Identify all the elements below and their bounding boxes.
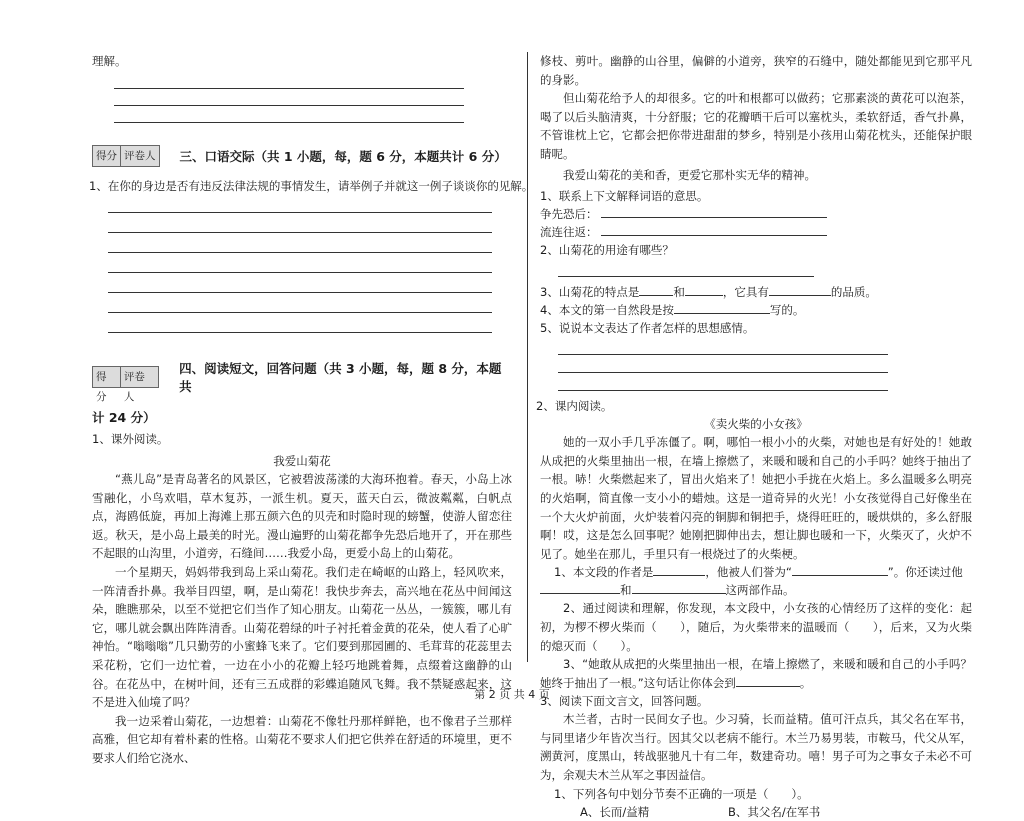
question-4 bbox=[540, 301, 972, 319]
section-3-heading: 三、口语交际（共 1 小题，每，题 6 分，本题共计 6 分） bbox=[179, 149, 507, 164]
answer-line[interactable] bbox=[114, 109, 464, 123]
answer-lines-q5 bbox=[558, 341, 888, 391]
term-label: 争先恐后： bbox=[540, 207, 598, 222]
reading-label: 1、课外阅读。 bbox=[92, 432, 169, 446]
answer-line[interactable] bbox=[108, 219, 492, 233]
question-text: 和 bbox=[673, 285, 685, 300]
option-b[interactable]: B、其父名/在军书 bbox=[728, 804, 821, 819]
paragraph-3: 我一边采着山菊花，一边想着：山菊花不像牡丹那样鲜艳，也不像君子兰那样高雅，但它却有着朴素的性格。山菊花不要求人们把它供养在舒适的环境里，更不要求人们给它浇水、 bbox=[92, 713, 512, 765]
answer-line[interactable] bbox=[114, 75, 464, 89]
answer-line[interactable] bbox=[558, 341, 888, 355]
question-7: 2、通过阅读和理解，你发现，本文段中，小女孩的心情经历了这样的变化：起初，为椤不椤火柴而（ ），随后，为火柴带来的温暖而（ ），后来，又为火柴的熄灭而（ ）。 bbox=[540, 601, 972, 653]
question-1b bbox=[540, 223, 972, 241]
story-title: 我爱山菊花 bbox=[273, 454, 331, 468]
answer-blank[interactable] bbox=[736, 674, 800, 687]
page-number: 第 2 页 共 4 页 bbox=[474, 688, 550, 701]
reading-2-label: 2、课内阅读。 bbox=[536, 399, 613, 414]
column-divider bbox=[527, 52, 528, 662]
paragraph-7: 木兰者，古时一民间女子也。少习骑，长而益精。值可汗点兵，其父名在军书，与同里诸少年皆次当行。因其父以老病不能行。木兰乃易男装，市鞍马，代父从军，溯黄河，度黑山，转战驱驰凡十有二年，数建奇功。嘻！男子可为之事女子未必不可为，余观夫木兰从军之事因益信。 bbox=[540, 712, 972, 783]
answer-line[interactable] bbox=[558, 359, 888, 373]
term-label: 流连往返： bbox=[540, 225, 598, 240]
question-1a bbox=[540, 205, 972, 223]
section-4-heading-cont: 计 24 分） bbox=[92, 410, 156, 425]
answer-lines-oral bbox=[108, 199, 492, 333]
paragraph-4: 但山菊花给予人的却很多。它的叶和根都可以做药；它那素淡的黄花可以泡茶，喝了以后头脑清爽，十分舒服；它的花瓣晒干后可以塞枕头，柔软舒适，香气扑鼻，不管谁枕上它，它都会把你带进甜甜的梦乡，特别是小孩用山菊花枕头，还能保护眼睛呢。 bbox=[540, 91, 972, 161]
reading-3-label: 3、阅读下面文言文，回答问题。 bbox=[540, 694, 709, 709]
answer-line[interactable] bbox=[108, 299, 492, 313]
paragraph-5: 我爱山菊花的美和香，更爱它那朴实无华的精神。 bbox=[563, 167, 816, 182]
question-text: ，他被人们誉为“ bbox=[705, 565, 792, 580]
question-text: 写的。 bbox=[769, 303, 805, 318]
left-column bbox=[89, 52, 534, 768]
question-text: 。 bbox=[799, 675, 812, 690]
section-4-heading: 四、阅读短文，回答问题（共 3 小题，每，题 8 分，本题共 bbox=[179, 361, 502, 394]
grader-label: 评卷人 bbox=[121, 146, 159, 166]
score-label: 得分 bbox=[93, 367, 121, 387]
answer-blank[interactable] bbox=[792, 563, 888, 576]
question-text: 3、“她敢从成把的火柴里抽出一根，在墙上擦燃了，来暖和暖和自己的小手吗？她终于抽出了一根。”这句话让你体会到 bbox=[540, 657, 972, 690]
grader-label: 评卷人 bbox=[121, 367, 158, 387]
continued-text: 理解。 bbox=[92, 54, 127, 68]
score-box bbox=[92, 366, 159, 403]
question-text: ”。你还读过他 bbox=[887, 565, 963, 580]
answer-blank[interactable] bbox=[632, 581, 726, 594]
answer-blank[interactable] bbox=[653, 563, 705, 576]
answer-blank[interactable] bbox=[601, 223, 827, 236]
answer-blank[interactable] bbox=[685, 283, 723, 296]
answer-line[interactable] bbox=[108, 199, 492, 213]
question-6-cont bbox=[540, 581, 972, 599]
paragraph-6: 她的一双小手几乎冻僵了。啊，哪怕一根小小的火柴，对她也是有好处的！她敢从成把的火柴里抽出一根，在墙上擦燃了，来暖和暖和自己的小手吗？她终于抽出了一根。哧！火柴燃起来了，冒出火焰来了！她把小手拢在火焰上。多么温暖多么明亮的火焰啊，简直像一支小小的蜡烛。这是一道奇异的火光！小女孩觉得自己好像坐在一个大火炉前面，火炉装着闪亮的铜脚和铜把手，烧得旺旺的，暖烘烘的，多么舒服啊！哎，这是怎么回事呢？她刚把脚伸出去，想让脚也暖和一下，火柴灭了，火炉不见了。她坐在那儿，手里只有一根烧过了的火柴梗。 bbox=[540, 435, 972, 561]
answer-lines-q2 bbox=[558, 263, 814, 277]
answer-line[interactable] bbox=[108, 319, 492, 333]
section-3-header bbox=[92, 145, 512, 167]
paragraph-2: 一个星期天，妈妈带我到岛上采山菊花。我们走在崎岖的山路上，轻风吹来，一阵清香扑鼻。我举目四望，啊，是山菊花！我快步奔去，高兴地在花丛中间闻这朵，瞧瞧那朵，以至不觉把它们当作了知心朋友。山菊花一丛丛，一簇簇，哪儿有它，哪儿就会飘出阵阵清香。山菊花碧绿的叶子衬托着金黄的花朵，使人看了心旷神怡。“嗡嗡嗡”几只勤劳的小蜜蜂飞来了。它们要到那园圃的、毛茸茸的花蕊里去采花粉，它们一边忙着，一边在小小的花瓣上轻巧地跳着舞，点缀着这幽静的山谷。在花丛中，在树叶间，还有三五成群的彩蝶追随风飞舞。我不禁疑惑起来，这不是进入仙境了吗？ bbox=[92, 564, 512, 710]
option-a[interactable]: A、长而/益精 bbox=[580, 804, 650, 819]
answer-blank[interactable] bbox=[674, 301, 770, 314]
question-text: 的品质。 bbox=[830, 285, 877, 300]
answer-line[interactable] bbox=[558, 377, 888, 391]
question-text: 和 bbox=[620, 583, 632, 598]
question-text: 3、山菊花的特点是 bbox=[540, 285, 640, 300]
answer-line[interactable] bbox=[108, 279, 492, 293]
answer-blank[interactable] bbox=[639, 283, 673, 296]
answer-line[interactable] bbox=[108, 239, 492, 253]
score-label: 得分 bbox=[93, 146, 121, 166]
score-box bbox=[92, 145, 160, 167]
answer-blank[interactable] bbox=[601, 205, 827, 218]
paragraph-cont: 修枝、剪叶。幽静的山谷里，偏僻的小道旁，狭窄的石缝中，随处都能见到它那平凡的身影。 bbox=[540, 54, 972, 87]
question-6 bbox=[554, 563, 972, 581]
question-text: 1、本文段的作者是 bbox=[554, 565, 654, 580]
question-1: 1、联系上下文解释词语的意思。 bbox=[540, 189, 709, 204]
question-3 bbox=[540, 283, 972, 301]
question-text: 这两部作品。 bbox=[725, 583, 795, 598]
question-text: 4、本文的第一自然段是按 bbox=[540, 303, 674, 318]
answer-blank[interactable] bbox=[540, 581, 620, 594]
answer-line[interactable] bbox=[558, 263, 814, 277]
story-2-title: 《卖火柴的小女孩》 bbox=[704, 417, 808, 432]
question: 1、在你的身边是否有违反法律法规的事情发生，请举例子并就这一例子谈谈你的见解。 bbox=[89, 179, 534, 193]
answer-line[interactable] bbox=[114, 92, 464, 106]
question-2: 2、山菊花的用途有哪些？ bbox=[540, 243, 674, 258]
right-column bbox=[536, 52, 972, 821]
question-text: ，它具有 bbox=[722, 285, 769, 300]
answer-line[interactable] bbox=[108, 259, 492, 273]
section-4-header bbox=[92, 359, 512, 403]
answer-lines-top bbox=[114, 75, 464, 123]
question-9: 1、下列各句中划分节奏不正确的一项是（ ）。 bbox=[554, 786, 809, 801]
paragraph-1: “燕儿岛”是青岛著名的风景区，它被碧波荡漾的大海环抱着。春天，小岛上冰雪融化，小鸟欢唱，草木复苏，一派生机。夏天，蓝天白云，微波粼粼，白帆点点，海鸥低旋，再加上海滩上那五颜六色的贝壳和时隐时现的螃蟹，使游人留恋往返。秋天，是小岛上最美的时光。漫山遍野的山菊花都争先恐后地开了，开在那些不起眼的山沟里，小道旁，石缝间……我爱小岛，更爱小岛上的山菊花。 bbox=[92, 472, 512, 561]
answer-blank[interactable] bbox=[769, 283, 831, 296]
options-row bbox=[580, 803, 972, 821]
question-5: 5、说说本文表达了作者怎样的思想感情。 bbox=[540, 321, 755, 336]
